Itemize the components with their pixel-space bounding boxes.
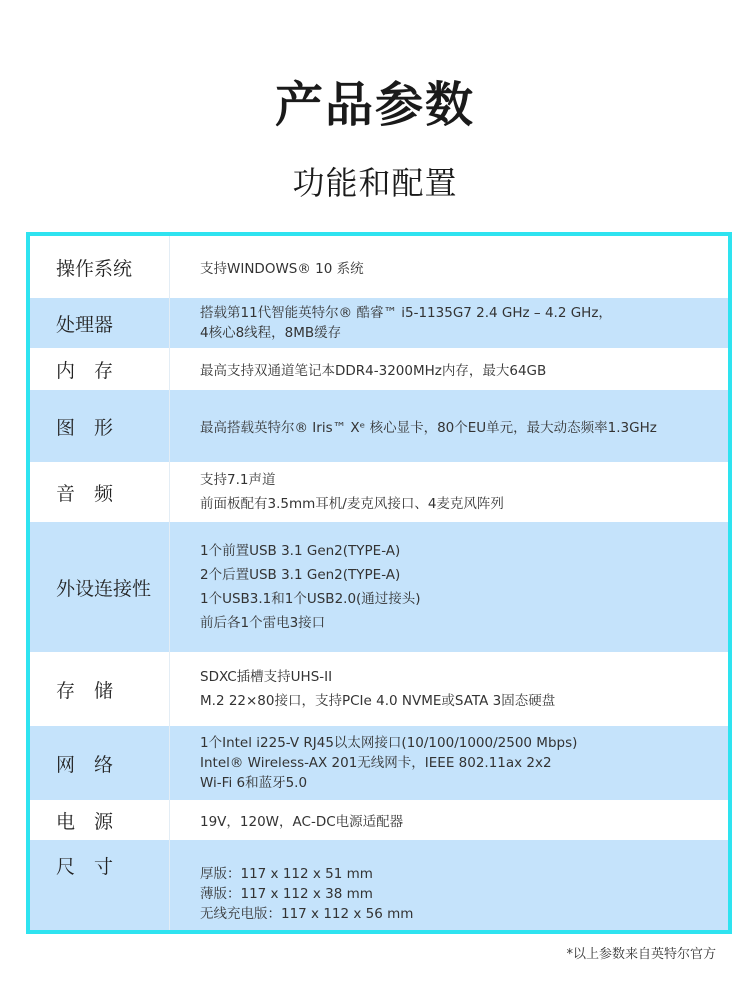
spec-value: 搭载第11代智能英特尔® 酷睿™ i5-1135G7 2.4 GHz – 4.2 GHz， 4核心8线程，8MB缓存: [200, 305, 612, 341]
page-subtitle: 功能和配置: [292, 164, 458, 202]
page-title: 产品参数: [274, 77, 475, 133]
spec-row-cpu: [30, 298, 728, 348]
spec-value: SDXC插槽支持UHS-II M.2 22×80接口，支持PCIe 4.0 NVME或SATA 3固态硬盘: [200, 669, 556, 709]
spec-label: 外设连接性: [30, 522, 170, 652]
spec-row-peripherals: [30, 522, 728, 652]
spec-value: 1个前置USB 3.1 Gen2(TYPE-A) 2个后置USB 3.1 Gen2(TYPE-A) 1个USB3.1和1个USB2.0(通过接头) 前后各1个雷电3接口: [200, 543, 421, 631]
spec-label: 存 储: [30, 652, 170, 726]
spec-value: 19V，120W，AC-DC电源适配器: [200, 814, 404, 830]
spec-label: 操作系统: [30, 236, 170, 298]
spec-label: 内 存: [30, 348, 170, 390]
spec-value: 最高支持双通道笔记本DDR4-3200MHz内存，最大64GB: [200, 363, 547, 379]
spec-label: 处理器: [30, 298, 170, 348]
spec-label: 图 形: [30, 390, 170, 462]
spec-row-audio: [30, 462, 728, 522]
spec-table: [26, 232, 732, 934]
spec-row-memory: [30, 348, 728, 390]
spec-label: 音 频: [30, 462, 170, 522]
spec-row-dimensions: [30, 840, 728, 930]
spec-row-os: [30, 236, 728, 298]
spec-value: 最高搭载英特尔® Iris™ Xᵉ 核心显卡，80个EU单元，最大动态频率1.3GHz: [200, 420, 657, 436]
spec-label: 尺 寸: [30, 840, 170, 930]
spec-value: 厚版：117 x 112 x 51 mm 薄版：117 x 112 x 38 mm 无线充电版：117 x 112 x 56 mm: [200, 866, 414, 922]
spec-value: 支持7.1声道 前面板配有3.5mm耳机/麦克风接口、4麦克风阵列: [200, 472, 504, 512]
spec-value: 1个Intel i225-V RJ45以太网接口(10/100/1000/2500 Mbps) Intel® Wireless-AX 201无线网卡，IEEE 802.11ax 2x2 Wi-Fi 6和蓝牙5.0: [200, 735, 578, 791]
spec-row-graphics: [30, 390, 728, 462]
spec-label: 网 络: [30, 726, 170, 800]
spec-value: 支持WINDOWS® 10 系统: [200, 261, 364, 277]
spec-row-power: [30, 800, 728, 840]
spec-row-storage: [30, 652, 728, 726]
source-footnote: *以上参数来自英特尔官方: [566, 947, 716, 962]
spec-label: 电 源: [30, 800, 170, 840]
spec-row-network: [30, 726, 728, 800]
